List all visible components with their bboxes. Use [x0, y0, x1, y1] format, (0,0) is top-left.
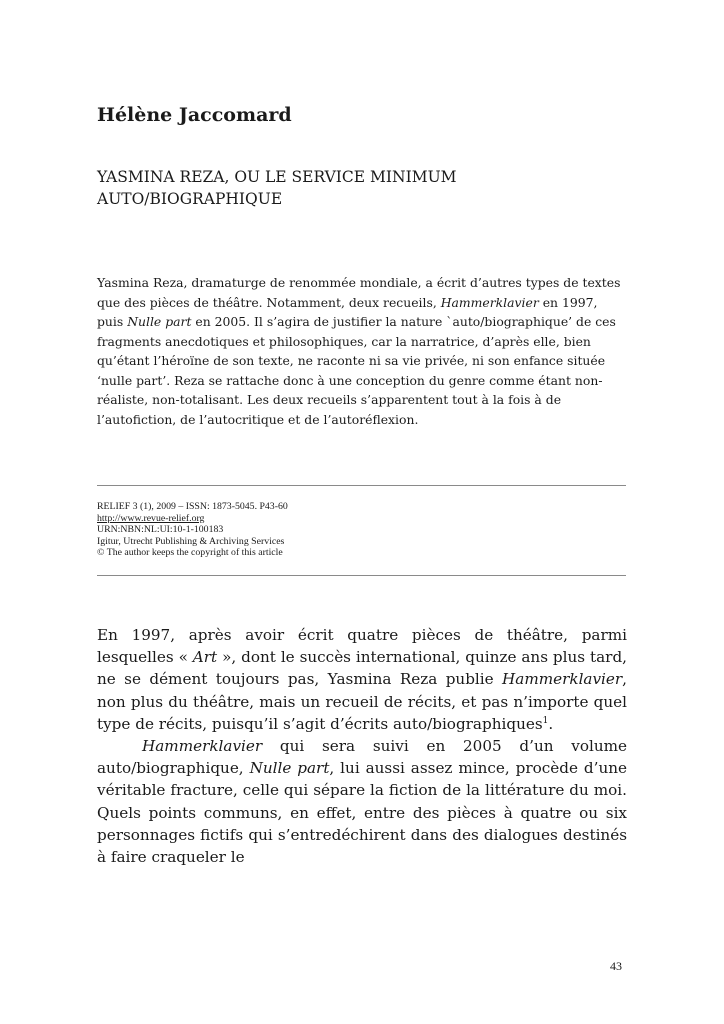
body-paragraph-1: [97, 624, 627, 735]
abstract-work-nulle-part: Nulle part: [127, 314, 192, 329]
body-text: En 1997, après avoir écrit quatre pièces de théâtre, parmi lesquelles «: [97, 626, 627, 667]
work-title-nulle-part: Nulle part: [249, 759, 330, 778]
article-title: [97, 166, 617, 210]
abstract: [97, 273, 627, 429]
work-title-art: Art: [192, 648, 218, 667]
footnote-reference[interactable]: 1: [542, 715, 549, 726]
abstract-text-2: en 1997, puis: [97, 294, 598, 329]
body-text: .: [548, 714, 554, 733]
journal-url-link[interactable]: http://www.revue-relief.org: [97, 512, 205, 524]
work-title-hammerklavier: Hammerklavier: [142, 737, 263, 756]
body-text: , lui aussi assez mince, procède d’une véritable fracture, celle qui sépare la fiction de la littérature du moi. Quels points communs, en effet, entre des pièces à quatre ou six personnages fictifs qui s’entredéchirent dans des dialogues destinés à faire craqueler le: [97, 759, 628, 867]
publisher-info: Igitur, Utrecht Publishing & Archiving Services: [97, 535, 285, 547]
divider-top: [97, 485, 626, 486]
author-name: Hélène Jaccomard: [97, 104, 292, 126]
work-title-hammerklavier: Hammerklavier: [502, 670, 623, 689]
copyright-notice: © The author keeps the copyright of this article: [97, 547, 283, 559]
article-title-line-2: AUTO/BIOGRAPHIQUE: [97, 190, 283, 208]
abstract-work-hammerklavier: Hammerklavier: [440, 294, 539, 310]
article-title-line-1: YASMINA REZA, OU LE SERVICE MINIMUM: [97, 168, 457, 186]
body-text: », dont le succès international, quinze ans plus tard, ne se dément toujours pas, Yasmina Reza publie: [97, 648, 627, 689]
body-paragraph-2: [97, 735, 627, 868]
urn-identifier: URN:NBN:NL:UI:10-1-100183: [97, 524, 224, 536]
journal-citation: RELIEF 3 (1), 2009 – ISSN: 1873-5045. P43-60: [97, 501, 288, 512]
article-body: [97, 624, 627, 868]
publication-info: [97, 501, 617, 559]
divider-bottom: [97, 575, 626, 576]
body-text: , non plus du théâtre, mais un recueil de récits, et pas n’importe quel type de récits, puisqu’il s’agit d’écrits auto/biographiques: [97, 670, 627, 733]
abstract-text-3: en 2005. Il s’agira de justifier la nature `auto/biographique’ de ces fragments anecdotiques et philosophiques, car la narratrice, d’après elle, bien qu’étant l’héroïne de son texte, ne raconte ni sa vie privée, ni son enfance située ‘nulle part’. Reza se rattache donc à une conception du genre comme étant non-réaliste, non-totalisant. Les deux recueils s’apparentent tout à la fois à de l’autofiction, de l’autocritique et de l’autoréflexion.: [97, 314, 616, 427]
abstract-text-1: Yasmina Reza, dramaturge de renommée mondiale, a écrit d’autres types de textes que des pièces de théâtre. Notamment, deux recueils,: [97, 275, 621, 310]
body-text: qui sera suivi en 2005 d’un volume auto/biographique,: [97, 737, 627, 778]
page-number: 43: [610, 959, 622, 973]
